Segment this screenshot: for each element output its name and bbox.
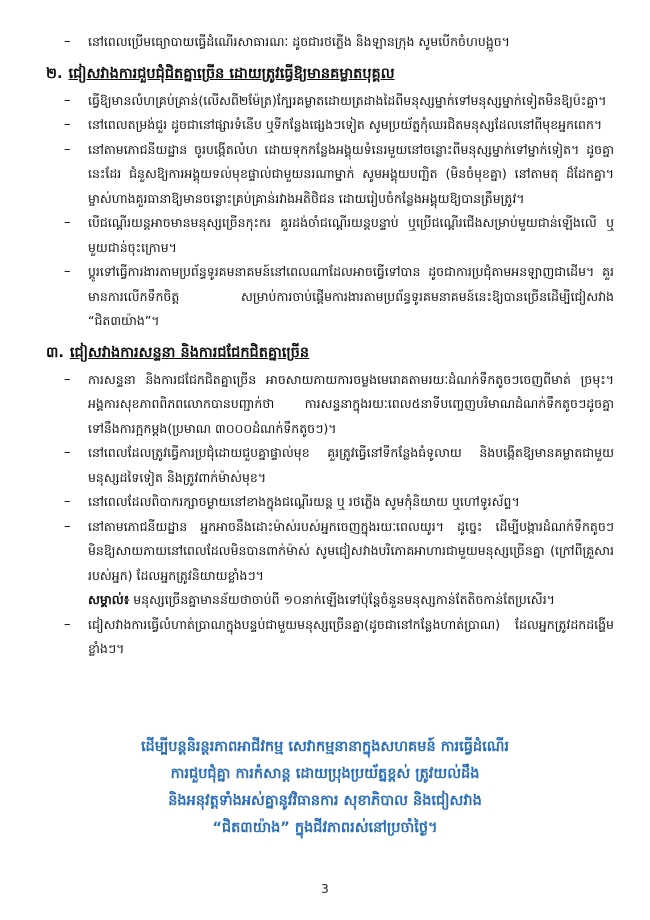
list-item-text: ជៀសវាងការធ្វើលំហាត់ប្រាណក្នុងបន្ទប់ជាមួយមនុស្សច្រើនគ្នា(ដូចជានៅកន្លែងហាត់ប្រាណ) ដែលអ្នកត្រូវដកដង្ហើមខ្លាំងៗ។ (88, 616, 614, 656)
list-item: – ជៀសវាងការធ្វើលំហាត់ប្រាណក្នុងបន្ទប់ជាមួយមនុស្សច្រើនគ្នា(ដូចជានៅកន្លែងហាត់ប្រាណ) ដែលអ្នកត្រូវដកដង្ហើមខ្លាំងៗ។ (64, 616, 614, 656)
document-body (46, 30, 614, 662)
closing-message (60, 734, 590, 842)
section-number: ៣. (46, 344, 64, 361)
list-item: – នៅពេលដែលពិបាករក្សាចម្ងាយនៅខាងក្នុងជណ្តើរយន្ត ឬ រថភ្លើង សូមកុំនិយាយ ឬហៅទូរស័ព្ទ។ (64, 494, 520, 509)
list-item-text: នៅពេលដែលត្រូវធ្វើការប្រជុំដោយជួបគ្នាផ្ទាល់មុខ គួរត្រូវធ្វើនៅទីកន្លែងធំទូលាយ និងបង្កើតឱ្យមានគម្លាតជាមួយមនុស្សដទៃទៀត និងត្រូវពាក់ម៉ាស់មុខ។ (88, 445, 614, 485)
list-item: – នៅតាមភោជនីយដ្ឋាន ចូរបង្កើតលំហ ដោយទុកកន្លែងអង្គុយទំនេរមួយនៅចន្លោះពីមនុស្សម្នាក់ទៅម្នាក់ទៀត។ ដូចគ្នានេះដែរ ជំនួសឱ្យការអង្គុយទល់មុខផ្ទាល់ជាមួយនរណាម្នាក់ សូមអង្គុយបញ្ឆិត (មិនចំមុខគ្នា) នៅតាមតុ ដ៏ដែកគ្នា។ ម្ចាស់ហាងគួរធានាឱ្យមានចន្លោះគ្រប់គ្រាន់រវាងអតិថិជន ដោយរៀបចំកន្លែងអង្គុយឱ្យបានត្រឹមត្រូវ។ (64, 141, 614, 206)
list-item: – ធ្វើឱ្យមានលំហគ្រប់គ្រាន់(លើសពី២ម៉ែត្រ)ក្បែរគម្លាតដោយត្រដាងដៃពីមនុស្សម្នាក់ទៅមនុស្សម្នាក់ទៀតមិនឱ្យប៉ះគ្នា។ (64, 92, 607, 108)
list-item-text: នៅពេលប្រើមធ្យោបាយធ្វើដំណើរសាធារណៈ ដូចជារថភ្លើង និងឡានក្រុង សូមបើកចំហបង្អួច។ (88, 34, 510, 49)
list-item-text: ការសន្ទនា និងការជជែកជិតគ្នាច្រើន អាចសាយភាយការចម្លងមេរោគតាមរយៈដំណក់ទឹកតូចៗចេញពីមាត់ ច្រមុះ។ អង្គការសុខភាពពិភពលោកបានបញ្ជាក់ថា ការសន្ទនាក្នុងរយៈពេល៥នាទីបញ្ចេញបរិមាណដំណក់ទឹកតូចៗដូចគ្នាទៅនឹងការក្អកម្តង(ប្រមាណ ៣០០០ដំណក់ទឹកតូចៗ)។ (88, 371, 614, 436)
closing-line: ដើម្បីបន្តនិរន្តរភាពអាជីវកម្ម សេវាកម្មនានាក្នុងសហគមន៍ ការធ្វើដំណើរ (140, 739, 510, 755)
list-item-text: នៅតាមភោជនីយដ្ឋាន អ្នកអាចនឹងដោះម៉ាស់របស់អ្នកចេញក្នុងរយៈពេលយូរ។ ដូច្នេះ ដើម្បីបង្ការដំណក់ទឹកតូចៗ មិនឱ្យសាយភាយនៅពេលដែលមិនបានពាក់ម៉ាស់ សូមជៀសវាងបរិភោគអាហារជាមួយមនុស្សច្រើនគ្នា (ក្រៅពីគ្រួសាររបស់អ្នក) ដែលអ្នកត្រូវនិយាយខ្លាំងៗ។ (88, 518, 614, 583)
closing-line: និងអនុវត្តទាំងអស់គ្នានូវវិធានការ សុខាភិបាល និងជៀសវាង (168, 793, 482, 809)
list-item-text: ធ្វើឱ្យមានលំហគ្រប់គ្រាន់(លើសពី២ម៉ែត្រ)ក្បែរគម្លាតដោយត្រដាងដៃពីមនុស្សម្នាក់ទៅមនុស្សម្នាក់ទៀតមិនឱ្យប៉ះគ្នា។ (88, 92, 607, 108)
list-item-text: នៅពេលតម្រង់ជួរ ដូចជានៅផ្សារទំនើប ឬទីកន្លែងផ្សេងៗទៀត សូមប្រយ័ត្នកុំឈរជិតមនុស្សដែលនៅពីមុខអ្នកពេក។ (88, 117, 603, 132)
list-item: – នៅពេលដែលត្រូវធ្វើការប្រជុំដោយជួបគ្នាផ្ទាល់មុខ គួរត្រូវធ្វើនៅទីកន្លែងធំទូលាយ និងបង្កើតឱ្យមានគម្លាតជាមួយមនុស្សដទៃទៀត និងត្រូវពាក់ម៉ាស់មុខ។ (64, 445, 614, 485)
section-heading-2 (46, 61, 614, 87)
closing-line: ការជួបជុំគ្នា ការកំសាន្ត ដោយប្រុងប្រយ័ត្នខ្ពស់ ត្រូវយល់ដឹង (170, 766, 480, 782)
section-title: ជៀសវាងការជួបជុំជិតគ្នាច្រើន ដោយត្រូវធ្វើឱ្យមានគម្លាតបុគ្គល (68, 65, 395, 82)
section-number: ២. (46, 65, 63, 82)
list-item: – ការសន្ទនា និងការជជែកជិតគ្នាច្រើន អាចសាយភាយការចម្លងមេរោគតាមរយៈដំណក់ទឹកតូចៗចេញពីមាត់ ច្រមុះ។ អង្គការសុខភាពពិភពលោកបានបញ្ជាក់ថា ការសន្ទនាក្នុងរយៈពេល៥នាទីបញ្ចេញបរិមាណដំណក់ទឹកតូចៗដូចគ្នាទៅនឹងការក្អកម្តង(ប្រមាណ ៣០០០ដំណក់ទឹកតូចៗ)។ (64, 371, 614, 436)
list-item-text: នៅពេលដែលពិបាករក្សាចម្ងាយនៅខាងក្នុងជណ្តើរយន្ត ឬ រថភ្លើង សូមកុំនិយាយ ឬហៅទូរស័ព្ទ។ (88, 494, 520, 509)
note-label: សម្គាល់៖ (88, 592, 130, 607)
list-item-text: នៅតាមភោជនីយដ្ឋាន ចូរបង្កើតលំហ ដោយទុកកន្លែងអង្គុយទំនេរមួយនៅចន្លោះពីមនុស្សម្នាក់ទៅម្នាក់ទៀត។ ដូចគ្នានេះដែរ ជំនួសឱ្យការអង្គុយទល់មុខផ្ទាល់ជាមួយនរណាម្នាក់ សូមអង្គុយបញ្ឆិត (មិនចំមុខគ្នា) នៅតាមតុ ដ៏ដែកគ្នា។ ម្ចាស់ហាងគួរធានាឱ្យមានចន្លោះគ្រប់គ្រាន់រវាងអតិថិជន ដោយរៀបចំកន្លែងអង្គុយឱ្យបានត្រឹមត្រូវ។ (88, 141, 614, 206)
list-item: – នៅពេលប្រើមធ្យោបាយធ្វើដំណើរសាធារណៈ ដូចជារថភ្លើង និងឡានក្រុង សូមបើកចំហបង្អួច។ (64, 34, 510, 49)
note (62, 588, 614, 613)
page-number: 3 (321, 882, 329, 896)
section-heading-3 (46, 340, 614, 366)
list-item: – នៅពេលតម្រង់ជួរ ដូចជានៅផ្សារទំនើប ឬទីកន្លែងផ្សេងៗទៀត សូមប្រយ័ត្នកុំឈរជិតមនុស្សដែលនៅពីមុខអ្នកពេក។ (64, 117, 603, 132)
list-item: – នៅតាមភោជនីយដ្ឋាន អ្នកអាចនឹងដោះម៉ាស់របស់អ្នកចេញក្នុងរយៈពេលយូរ។ ដូច្នេះ ដើម្បីបង្ការដំណក់ទឹកតូចៗ មិនឱ្យសាយភាយនៅពេលដែលមិនបានពាក់ម៉ាស់ សូមជៀសវាងបរិភោគអាហារជាមួយមនុស្សច្រើនគ្នា (ក្រៅពីគ្រួសាររបស់អ្នក) ដែលអ្នកត្រូវនិយាយខ្លាំងៗ។ (64, 518, 614, 583)
section-title: ជៀសវាងការសន្ទនា និងការជជែកជិតគ្នាច្រើន (69, 344, 310, 361)
closing-line: “ជិត៣យ៉ាង” ក្នុងជីវភាពរស់នៅប្រចាំថ្ងៃ។ (212, 820, 438, 836)
note-text: មនុស្សច្រើនគ្នាមានន័យថាចាប់ពី ១០នាក់ឡើងទៅប៉ុន្តែចំនួនមនុស្សកាន់តែតិចកាន់តែប្រសើរ។ (133, 592, 555, 607)
list-item: – បើជណ្តើរយន្តអាចមានមនុស្សច្រើនកុះករ គួរដង់ចាំជណ្តើរយន្តបន្ទាប់ ឬប្រើជណ្តើរជើងសម្រាប់មួយជាន់ឡើងលើ ឬ មួយជាន់ចុះក្រោម។ (64, 215, 614, 255)
list-item-text: ប្តូរទៅធ្វើការងារតាមប្រព័ន្ធទូរគមនាគមន៍នៅពេលណាដែលអាចធ្វើទៅបាន ដូចជាការប្រជុំតាមអនឡាញជាដើម។ គួរមានការលើកទឹកចិត្ត សម្រាប់ការចាប់ផ្តើមការងារតាមប្រព័ន្ធទូរគមនាគមន៍នេះឱ្យបានច្រើនដើម្បីជៀសវាង “ជិត៣យ៉ាង”។ (88, 264, 614, 328)
list-item-text: បើជណ្តើរយន្តអាចមានមនុស្សច្រើនកុះករ គួរដង់ចាំជណ្តើរយន្តបន្ទាប់ ឬប្រើជណ្តើរជើងសម្រាប់មួយជាន់ឡើងលើ ឬ មួយជាន់ចុះក្រោម។ (88, 215, 614, 255)
list-item: – ប្តូរទៅធ្វើការងារតាមប្រព័ន្ធទូរគមនាគមន៍នៅពេលណាដែលអាចធ្វើទៅបាន ដូចជាការប្រជុំតាមអនឡាញជាដើម។ គួរមានការលើកទឹកចិត្ត សម្រាប់ការចាប់ផ្តើមការងារតាមប្រព័ន្ធទូរគមនាគមន៍នេះឱ្យបានច្រើនដើម្បីជៀសវាង “ជិត៣យ៉ាង”។ (64, 264, 614, 328)
